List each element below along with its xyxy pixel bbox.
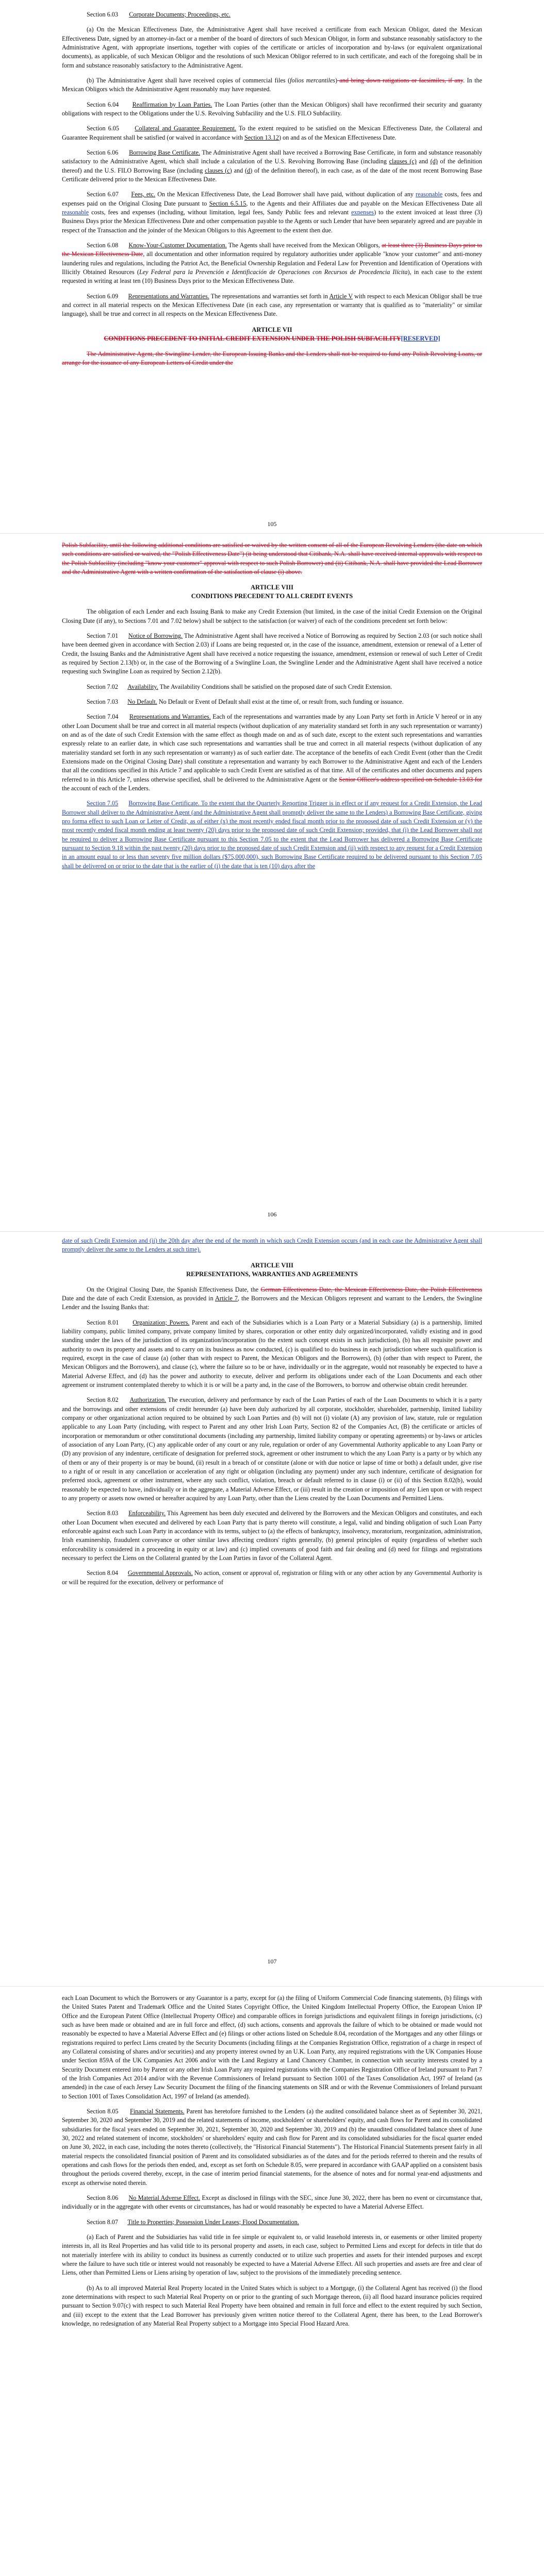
section-701: Section 7.01 Notice of Borrowing. The Administrative Agent shall have received a Notice of Borrowing as required by Section 2.03 (or such notice shall have been deemed given in accordance with Section 2.03) if Loans are being requested or, in the case of the issuance, amendment, extension or renewal of a Letter of Credit, the Issuing Banks and the Administrative Agent shall have received a notice requesting the issuance, amendment, extension or renewal of such Letter of Credit as required by Section 2.13(b) or, in the case of the Borrowing of a Swingline Loan, the Swingline Lender and the Administrative Agent shall have received a notice requesting such Swingline Loan as required by Section 2.12(b). — [62, 632, 483, 675]
section-803: Section 8.03 Enforceability. This Agreement has been duly executed and delivered by the Borrowers and the Mexican Obligors and constitutes, and each other Loan Document when executed and delivered by each Loan Party that is party thereto will constitute, a legal, valid and binding obligation of such Loan Party enforceable against each such Loan Party in accordance with its terms, subject to (a) the effects of bankruptcy, insolvency, moratorium, reorganization, administration, Irish examinership, fraudulent conveyance or other similar laws affecting creditors' rights generally, (b) general principles of equity (regardless of whether such enforceability is considered in a proceeding in equity or at law) and (c) implied covenants of good faith and fair dealing and (d) need for filings and registrations necessary to perfect the Liens on the Collateral granted by the Loan Parties in favor of the Collateral Agent. — [62, 1510, 483, 1562]
section-807: Section 8.07 Title to Properties; Possession Under Leases; Flood Documentation. — [87, 2218, 299, 2226]
section-608: Section 6.08 Know-Your-Customer Documentation. The Agents shall have received from the Mexican Obligors, at least three (3) Business Days prior to the Mexican Effectiveness Date, all documentation and other information required by regulatory authorities under applicable "know your customer" and anti-money laundering rules and regulations, including the Patriot Act, the Beneficial Ownership Regulation and Federal Law for Prevention and Identification of Operations with Illicitly Obtained Resources (Ley Federal para la Prevención e Identificación de Operaciones con Recursos de Procedencia Ilícita), in each case to the extent requested in writing at least ten (10) Business Days prior to the Mexican Effectiveness Date. — [62, 241, 483, 285]
page-divider — [0, 1986, 544, 1987]
section-805: Section 8.05 Financial Statements. Parent has heretofore furnished to the Lenders (a) the audited consolidated balance sheet as of September 30, 2021, September 30, 2020 and September 30, 2019 and the related statements of income, stockholders' or shareholders' equity, and cash flows for Parent and its consolidated subsidiaries for the fiscal years ended on September 30, 2021, September 30, 2020 and September 30, 2019 and (b) the unaudited consolidated balance sheet of June 30, 2022 and related statement of income, stockholders' or shareholders' equity and cash flow for Parent and its consolidated subsidiaries for the fiscal quarter ended on June 30, 2022, in each case, including the notes thereto (collectively, the "Historical Financial Statements"). The Historical Financial Statements present fairly in all material respects the consolidated financial position of Parent and its consolidated subsidiaries as of the dates and for the periods referred to therein and the results of operations and cash flows for the periods then ended, and, except as set forth on Schedule 8.05, were prepared in accordance with GAAP applied on a consistent basis throughout the periods covered thereby, except, in the case of interim period financial statements, for the absence of notes and for normal year-end adjustments and except as otherwise noted therein. — [62, 2107, 482, 2187]
deleted-text: Senior Officer's address specified on Schedule 13.03 for — [339, 775, 482, 783]
inserted-text: [RESERVED] — [401, 334, 440, 342]
article-viii-title: CONDITIONS PRECEDENT TO ALL CREDIT EVENTS — [191, 592, 353, 600]
section-807-a: (a) Each of Parent and the Subsidiaries has valid title in fee simple or equivalent to, or valid leasehold interests in, or easements or other limited property interests in, all its Real Properties and has valid title to its personal property and assets, in each case, subject to Permitted Liens and except for defects in title that do not materially interfere with its ability to conduct its business as currently conducted or to utilize such properties and assets for their intended purposes and except where the failure to have such title or interest would not reasonably be expected to have a Material Adverse Effect. All such properties and assets are free and clear of Liens, other than Permitted Liens or Liens arising by operation of law, subject to the provisions of the immediately preceding sentence. — [62, 2233, 482, 2277]
deleted-text: and bring down ratigations or facsimiles, if any — [337, 76, 464, 84]
section-806: Section 8.06 No Material Adverse Effect. Except as disclosed in filings with the SEC, since June 30, 2022, there has been no event or circumstance that, individually or in the aggregate with other events or circumstances, has had or would reasonably be expected to have a Material Adverse Effect. — [62, 2194, 482, 2211]
section-703: Section 7.03 No Default. No Default or Event of Default shall exist at the time of, or result from, such funding or issuance. — [87, 698, 404, 705]
section-609: Section 6.09 Representations and Warranties. The representations and warranties set forth in Article V with respect to each Mexican Obligor shall be true and correct in all material respects on the Mexican Effectiveness Date (in each case, any representation or warranty that is qualified as to "materiality" or similar language), shall be true and correct in all respects on the Mexican Effectiveness Date. — [62, 292, 483, 318]
section-603-heading-para — [62, 10, 482, 19]
inserted-text: reasonable — [416, 191, 443, 198]
page-108 — [0, 1994, 544, 2576]
section-603-a: (a) On the Mexican Effectiveness Date, the Administrative Agent shall have received a certificate from each Mexican Obligor, dated the Mexican Effectiveness Date, signed by an attorney-in-fact or a member of the board of directors of such Mexican Obligor, in form and substance reasonably satisfactory to the Administrative Agent, with appropriate insertions, together with copies of the certificate or articles of incorporation and by-laws (or equivalent organizational documents), as applicable, of such Mexican Obligor and the resolutions of such Mexican Obligor referred to in such certificate, and each of the foregoing shall be in form and substance reasonably satisfactory to the Administrative Agent. — [62, 26, 482, 69]
article-intro: On the Original Closing Date, the Spanish Effectiveness Date, the German Effectiveness Date, the Mexican Effectiveness Date, the Polish Effectiveness Date and the date of each Credit Extension, as provided in Article 7, the Borrowers and the Mexican Obligors represent and warrant to the Lenders, the Swingline Lender and the Issuing Banks that: — [62, 1285, 483, 1311]
deleted-text: German Effectiveness Date, the Mexican Effectiveness Date, the Polish Effectiveness — [260, 1285, 482, 1293]
section-807-b: (b) As to all improved Material Real Property located in the United States which is subject to a Mortgage, (i) the Collateral Agent has received (i) the flood zone determinations with respect to such Material Real Property on or prior to the granting of such Mortgage thereon, (ii) all flood hazard insurance policies required pursuant to Section 9.07(c) with respect to such Material Real Property have been obtained and remain in full force and effect to the extent required by such Section, and (iii) except to the extent that the Lead Borrower has previously given written notice thereof to the Collateral Agent, there has been, to the Lead Borrower's knowledge, no redesignation of any Material Real Property subject to a Mortgage into Special Flood Hazard Area. — [62, 2284, 482, 2327]
article-viii-title: REPRESENTATIONS, WARRANTIES AND AGREEMENTS — [186, 1270, 358, 1278]
inserted-paragraph: date of such Credit Extension and (ii) the 20th day after the end of the month in which such Credit Extension occurs (and in each case the Administrative Agent shall promptly deliver the same to the Lenders at such time). — [62, 1237, 482, 1253]
page-number: 106 — [267, 1211, 277, 1218]
deleted-text: CONDITIONS PRECEDENT TO INITIAL CREDIT EXTENSION UNDER THE POLISH SUBFACILITY — [104, 334, 401, 342]
inserted-text: expenses — [351, 208, 374, 216]
deleted-text: at least three — [382, 241, 414, 249]
page-divider — [0, 533, 544, 534]
section-603-number: Section 6.03 — [87, 11, 118, 18]
deleted-paragraph: The Administrative Agent, the Swingline Lender, the European Issuing Banks and the Lenders shall not be required to fund any Polish Revolving Loans, or arrange for the issuance of any European Letters of Credit under the — [62, 350, 482, 366]
section-604: Section 6.04 Reaffirmation by Loan Parties. The Loan Parties (other than the Mexican Obligors) shall have reconfirmed their security and guaranty obligations with respect to the Obligations under the U.S. Revolving Subfacility and the U.S. FILO Subfacility. — [62, 100, 482, 117]
article-intro: The obligation of each Lender and each Issuing Bank to make any Credit Extension (but limited, in the case of the initial Credit Extension on the Original Closing Date (if any), to Sections 7.01 and 7.02 below) shall be subject to the satisfaction (or waiver) of each of the conditions precedent set forth below: — [62, 608, 482, 624]
section-802: Section 8.02 Authorization. The execution, delivery and performance by each of the Loan Parties of each of the Loan Documents to which it is a party and the borrowings and other extensions of credit hereunder (a) have been duly authorized by all corporate, stockholder, shareholder, partnership, limited liability company or other organizational action required to be obtained by such Loan Parties and (b) will not (i) violate (A) any provision of law, statute, rule or regulation applicable to any Loan Party (including, with respect to Parent and any other Irish Loan Party, Section 82 of the Companies Act, (B) the certificate or articles of incorporation or memorandum or other constitutional documents (including any partnership, limited liability company or operating agreements) or by-laws or articles of association of any Loan Party, (C) any applicable order of any court or any rule, regulation or order of any Governmental Authority applicable to any Loan Party or (D) any provision of any indenture, certificate of designation for preferred stock, agreement or other instrument to which the any Loan Party is a party or by which any of them or any of their property is or may be bound, (ii) result in a breach of or constitute (alone or with due notice or lapse of time or both) a default under, give rise to a right of or result in any cancellation or acceleration of any right or obligation (including any payment) under any such indenture, certificate of designation for preferred stock, agreement or other instrument, where any such conflict, violation, breach or default referred to in clause (i) or (ii) of this Section 8.02(b), would reasonably be expected to have, individually or in the aggregate, a Material Adverse Effect, or (iii) result in the creation or imposition of any Lien upon or with respect to any property or assets now owned or hereafter acquired by any Loan Party, other than the Liens created by the Loan Documents and Permitted Liens. — [62, 1396, 483, 1502]
section-801: Section 8.01 Organization; Powers. Parent and each of the Subsidiaries which is a Loan Party or a Material Subsidiary (a) is a partnership, limited liability company, public limited company, private company limited by shares, corporation or other entity duly organized/incorporated, validly existing and in good standing under the laws of the jurisdiction of its organization/incorporation (to the extent such concept exists in such jurisdiction), (b) has all requisite power and authority to own its property and assets and to carry on its business as now conducted, (c) is qualified to do business in each jurisdiction where such qualification is required, except in the case of clause (a) (other than with respect to Parent, the Mexican Obligors and the Borrowers), (b) (other than with respect to Parent, the Mexican Obligors and the Borrowers), and clause (c), where the failure so to be or have, individually or in the aggregate, would not reasonably be expected to have a Material Adverse Effect, and (d) has the power and authority to execute, deliver and perform its obligations under each of the Loan Documents and each other agreement or instrument contemplated thereby to which it is or will be a party and, in the case of the Borrowers, to borrow and otherwise obtain credit hereunder. — [62, 1318, 483, 1388]
section-704: Section 7.04 Representations and Warranties. Each of the representations and warranties made by any Loan Party set forth in Article V hereof or in any other Loan Document shall be true and correct in all material respects (without duplication of any materiality standard set forth in any such representation or warranty) on and as of the date of such Credit Extension with the same effect as though made on and as of such date, except to the extent such representations and warranties expressly relate to an earlier date, in which case such representations and warranties shall be true and correct in all material respects (without duplication of any materiality standard set forth in any such representation or warranty) as of such earlier date. The acceptance of the benefits of each Credit Event (other than the Credit Extensions made on the Original Closing Date) shall constitute a representation and warranty by each Borrower to the Administrative Agent and each of the Lenders that all the conditions specified in this Article 7 and applicable to such Credit Event are satisfied as of that time. All of the certificates and other documents and papers referred to in this Article 7, unless otherwise specified, shall be delivered to the Administrative Agent or the Senior Officer's address specified on Schedule 13.03 for the account of each of the Lenders. — [62, 713, 482, 792]
page-divider — [0, 1231, 544, 1232]
page-105 — [0, 10, 544, 526]
deleted-text: (3) Business Days prior to the Mexican Effectiveness Date — [62, 241, 482, 258]
section-804-continued: each Loan Document to which the Borrowers or any Guarantor is a party, except for (a) the filing of Uniform Commercial Code financing statements, (b) filings with the United States Patent and Trademark Office and the United States Copyright Office, the United Kingdom Intellectual Property Office, the European Union IP Office and the European Patent Office (Intellectual Property Office) and comparable offices in foreign jurisdictions and equivalent filings in foreign jurisdictions, (c) such as have been made or obtained and are in full force and effect, (d) such actions, consents and approvals the failure of which to be obtained or made would not reasonably be expected to have a Material Adverse Effect and (e) filings or other actions listed on Schedule 8.04, recordation of the Mortgages and any other filings or registrations required to perfect Liens created by the Security Documents (including filings at the Companies Registration Office, registration of a charge in respect of any Collateral consisting of shares and/or securities) and any property interest owned by an U.K. Loan Party, any required registrations with the UK Companies House under Section 859A of the UK Companies Act 2006 and/or with the Land Registry at Land Chancery Chamber, in connection with security interests created by a Security Document entered into by Parent or any other Irish Loan Party any required registrations with the Companies Registration Office of Ireland pursuant to Part 7 of the Irish Companies Act 2014 and/or with the Revenue Commissioners of Ireland pursuant to Section 1001 of the Taxes Consolidation Act, 1997 of Ireland (as amended) in the case of each Jersey Law Security Document the filing of the financing statements on SIR and or with the Revenue Commissioners of Ireland pursuant to Section 1001 of Taxes Consolidation Act, 1997 of Ireland (as amended). — [62, 1994, 482, 2100]
article-viii-number: ARTICLE VIII — [250, 584, 294, 591]
inserted-text: reasonable — [62, 208, 89, 216]
page-number: 107 — [267, 1958, 277, 1965]
section-link[interactable]: Section 13.12 — [244, 133, 279, 141]
section-705: Section 7.05 Borrowing Base Certificate. To the extent that the Quarterly Reporting Trigger is in effect or if any request for a Credit Extension, the Lead Borrower shall deliver to the Administrative Agent (and the Administrative Agent shall promptly deliver the same to the Lenders) a Borrowing Base Certificate, giving pro forma effect to such Loan or Letter of Credit, as of either (x) the most recently ended fiscal month prior to the proposed date of such Credit Extension or (y) the most recently ended fiscal month ending at least twenty (20) days prior to the proposed date of such Credit Extension; provided, that (i) the Lead Borrower shall not be required to deliver a Borrowing Base Certificate pursuant to this Section 7.05 to the extent that the Lead Borrower has delivered a Borrowing Base Certificate pursuant to Section 9.18 within the past twenty (20) days prior to the proposed date of such Credit Extension and (ii) with respect to any request for a Credit Extension in an amount equal to or less than seventy five million dollars ($75,000,000), such Borrowing Base Certificate required to be delivered pursuant to this Section 7.05 shall be delivered on or prior to the date that is the earlier of (i) the date that is ten (10) days after the — [62, 800, 483, 870]
article-viii-number: ARTICLE VIII — [250, 1261, 294, 1269]
deleted-paragraph: Polish Subfacility, until the following additional conditions are satisfied or waived by the written consent of all of the European Revolving Lenders (the date on which such conditions are satisfied or waived, the "Polish Effectiveness Date") (it being understood that Citibank, N.A. shall have received internal approvals with respect to the Polish Subfacility (including "know your customer" approval with respect to such Polish Borrower) and (ii) Citibank, N.A. shall have provided the Lead Borrower and the Administrative Agent with a written confirmation of the satisfaction of clause (i) above. — [62, 541, 482, 575]
page-106 — [0, 541, 544, 1226]
inserted-text: To the extent that the Quarterly Reporting Trigger is in effect or if any request for a Credit Extension, the Lead Borrower shall deliver to the Administrative Agent (and the Administrative Agent shall promptly deliver the same to the Lenders) a Borrowing Base Certificate, giving pro forma effect to such Loan or Letter of Credit, as of either (x) the most recently ended fiscal month prior to the proposed date of such Credit Extension or (y) the most recently ended fiscal month ending at least twenty (20) days prior to the proposed date of such Credit Extension; provided, that (i) the Lead Borrower shall not be required to deliver a Borrowing Base Certificate pursuant to this Section 7.05 to the extent that the Lead Borrower has delivered a Borrowing Base Certificate pursuant to Section 9.18 within the past twenty (20) days prior to the proposed date of such Credit Extension and (ii) with respect to any request for a Credit Extension in an amount equal to or less than seventy five million dollars ($75,000,000), such Borrowing Base Certificate required to be delivered pursuant to this Section 7.05 shall be delivered on or prior to the date that is the earlier of (i) the date that is ten (10) days after the — [62, 800, 483, 870]
article-vii-number: ARTICLE VII — [252, 326, 292, 333]
section-607: Section 6.07 Fees, etc. On the Mexican Effectiveness Date, the Lead Borrower shall have paid, without duplication of any reasonable costs, fees and expenses paid on the Original Closing Date pursuant to Section 6.5.15, to the Agents and their Affiliates due and payable on the Mexican Effectiveness Date all reasonable costs, fees and expenses (including, without limitation, legal fees, Sandy Public fees and relevant expenses) to the extent invoiced at least three (3) Business Days prior the Mexican Effectiveness Date and other compensation payable to the Agents or such Lender that have been separately agreed and are payable in respect of the Transaction and the joinder of the Mexican Obligors to this Agreement to the extent then due. — [62, 191, 483, 234]
section-605: Section 6.05 Collateral and Guarantee Requirement. To the extent required to be satisfied on the Mexican Effectiveness Date, the Collateral and Guarantee Requirement shall be satisfied (or waived in accordance with Section 13.12) on and as of the Mexican Effectiveness Date. — [62, 125, 482, 141]
section-702: Section 7.02 Availability. The Availability Conditions shall be satisfied on the proposed date of such Credit Extension. — [87, 683, 392, 690]
article-vii-title — [62, 335, 482, 343]
section-606: Section 6.06 Borrowing Base Certificate. The Administrative Agent shall have received a Borrowing Base Certificate, in form and substance reasonably satisfactory to the Administrative Agent, which shall include a calculation of the U.S. Revolving Borrowing Base (including clauses (c) and (d) of the definition thereof) and the U.S. FILO Borrowing Base (including clauses (c) and (d) of the definition thereof), in each case, as of the date of the most recent Borrowing Base Certificate delivered prior to the Mexican Effectiveness Date. — [62, 148, 483, 183]
page-107 — [0, 1236, 544, 1978]
section-804: Section 8.04 Governmental Approvals. No action, consent or approval of, registration or filing with or any other action by any Governmental Authority is or will be required for the execution, delivery or performance of — [62, 1569, 482, 1586]
page-number: 105 — [267, 520, 277, 528]
section-603-title: Corporate Documents; Proceedings, etc. — [129, 11, 230, 18]
section-603-b: (b) The Administrative Agent shall have received copies of commercial files (folios mercantiles) and bring down ratigations or facsimiles, if any. In the Mexican Obligors which the Administrative Agent reasonably may have requested. — [62, 76, 482, 93]
